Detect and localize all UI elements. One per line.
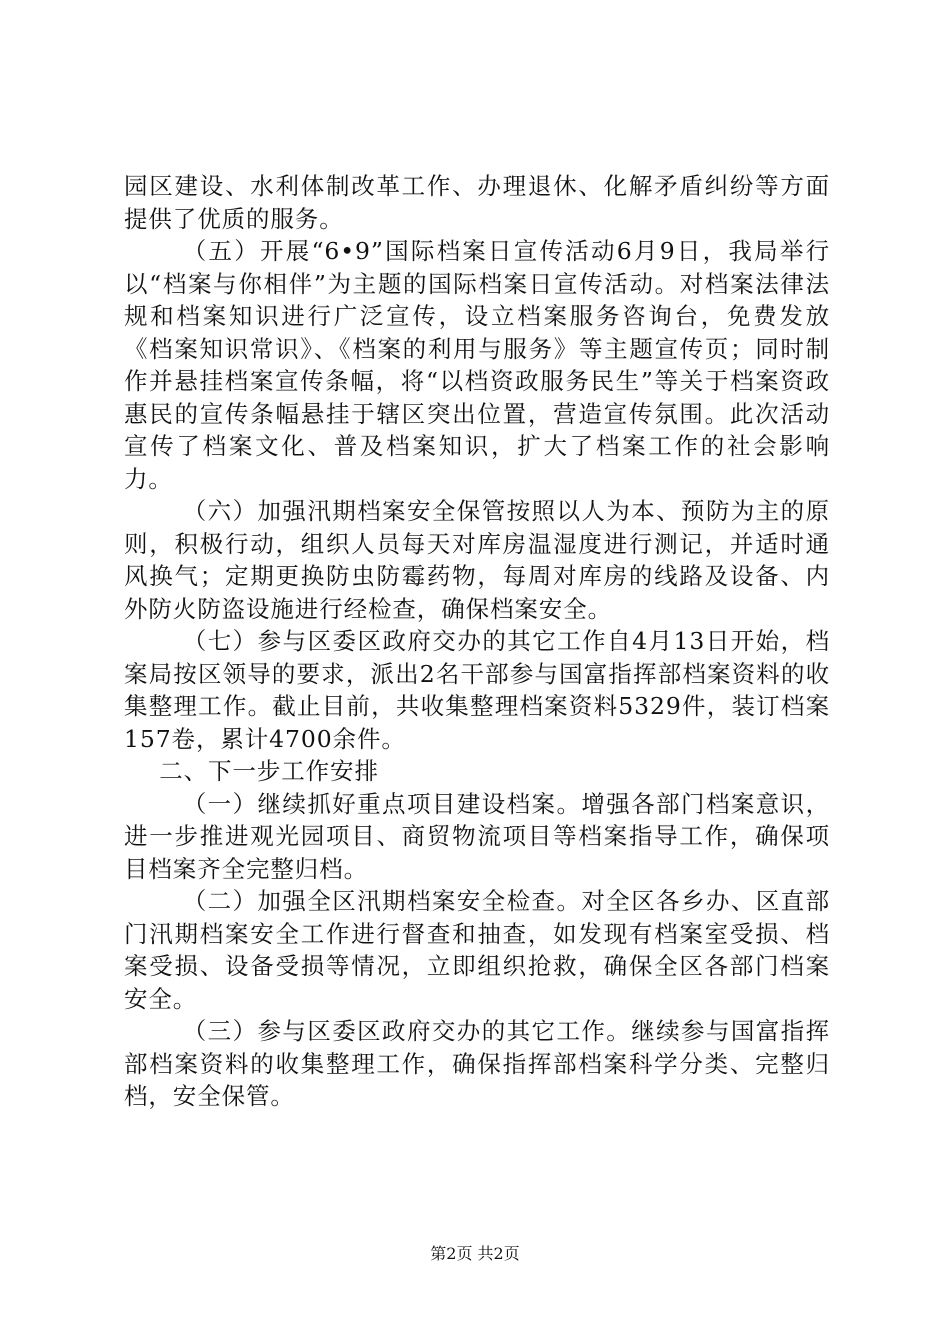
section-heading-next-steps: 二、下一步工作安排 (159, 757, 379, 785)
paragraph-flood-safety: （六）加强汛期档案安全保管按照以人为本、预防为主的原则，积极行动，组织人员每天对库房温湿度进行测记，并适时通风换气；定期更换防虫防霉药物，每周对库房的线路及设备、内外防火防盗设施进行经检查，确保档案安全。 (124, 497, 830, 623)
page-number: 第2页 共2页 (430, 1244, 520, 1263)
paragraph-flood-inspection: （二）加强全区汛期档案安全检查。对全区各乡办、区直部门汛期档案安全工作进行督查和抽查，如发现有档案室受损、档案受损、设备受损等情况，立即组织抢救，确保全区各部门档案安全。 (124, 887, 830, 1013)
paragraph-other-work: （七）参与区委区政府交办的其它工作自4月13日开始，档案局按区领导的要求，派出2名干部参与国富指挥部档案资料的收集整理工作。截止目前，共收集整理档案资料5329件，装订档案157卷，累计4700余件。 (124, 627, 830, 753)
paragraph-key-projects: （一）继续抓好重点项目建设档案。增强各部门档案意识，进一步推进观光园项目、商贸物流项目等档案指导工作，确保项目档案齐全完整归档。 (124, 789, 830, 883)
paragraph-assigned-work: （三）参与区委区政府交办的其它工作。继续参与国富指挥部档案资料的收集整理工作，确保指挥部档案科学分类、完整归档，安全保管。 (124, 1017, 830, 1110)
paragraph-continuation: 园区建设、水利体制改革工作、办理退休、化解矛盾纠纷等方面提供了优质的服务。 (124, 172, 830, 233)
document-body (124, 170, 830, 1113)
page-footer (0, 1244, 950, 1264)
paragraph-archive-day: （五）开展“6•9”国际档案日宣传活动6月9日，我局举行以“档案与你相伴”为主题的国际档案日宣传活动。对档案法律法规和档案知识进行广泛宣传，设立档案服务咨询台，免费发放《档案知识常识》、《档案的利用与服务》等主题宣传页；同时制作并悬挂档案宣传条幅，将“以档资政服务民生”等关于档案资政惠民的宣传条幅悬挂于辖区突出位置，营造宣传氛围。此次活动宣传了档案文化、普及档案知识，扩大了档案工作的社会影响力。 (124, 237, 830, 493)
